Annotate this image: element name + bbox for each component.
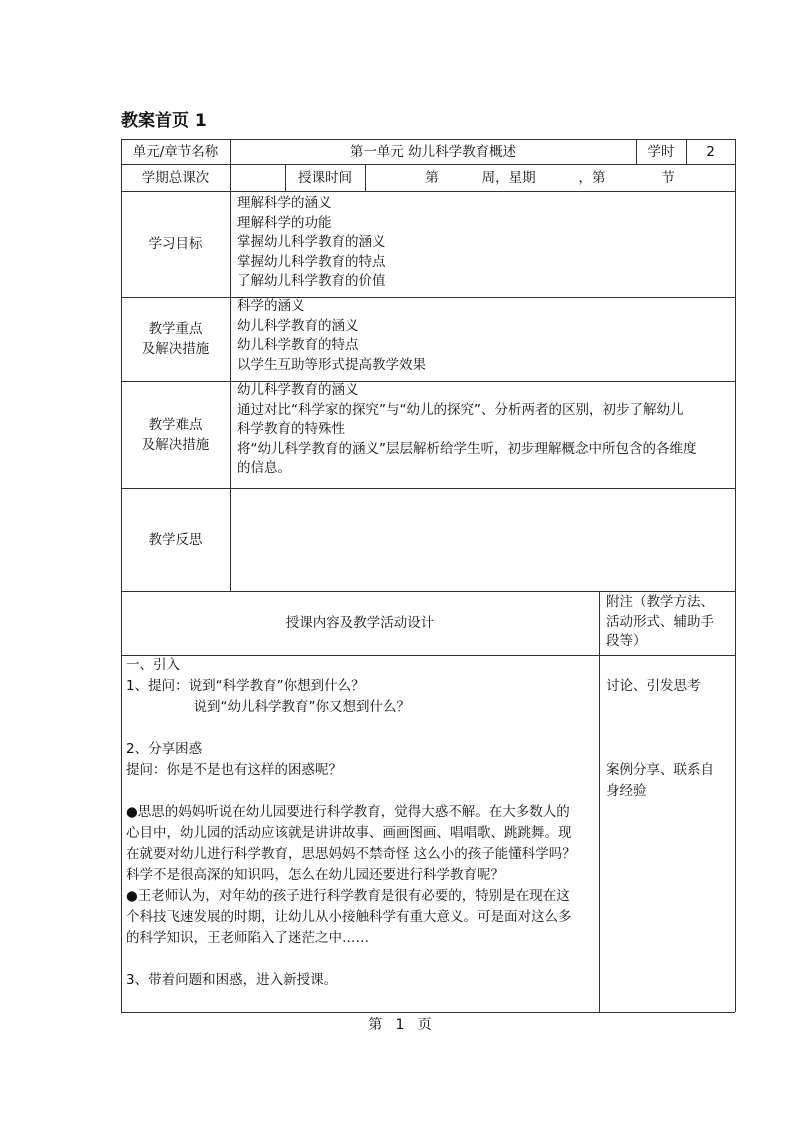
content-line: 提问：你是不是也有这样的困惑呢？ (126, 762, 342, 778)
design-notes (606, 676, 714, 802)
difficulty-item: 通过对比“科学家的探究”与“幼儿的探究”、分析两者的区别，初步了解幼儿 (237, 401, 684, 418)
note-line (606, 697, 714, 718)
content-line (126, 781, 576, 802)
key-point-item: 幼儿科学教育的涵义 (237, 317, 359, 334)
objective-item: 掌握幼儿科学教育的涵义 (237, 234, 386, 250)
difficulties-list (237, 381, 697, 479)
key-points-list (237, 297, 426, 375)
content-line: ●思思的妈妈听说在幼儿园要进行科学教育，觉得大惑不解。在大多数人的 (126, 804, 570, 820)
difficulties-label: 教学难点 及解决措施 (141, 416, 210, 453)
content-line: ●王老师认为，对年幼的孩子进行科学教育是很有必要的，特别是在现在这 (126, 888, 570, 904)
hours-label: 学时 (647, 143, 675, 160)
content-line: 1、提问：说到“科学教育”你想到什么？ (126, 678, 365, 694)
content-line: 的科学知识，王老师陷入了迷茫之中…… (126, 930, 369, 946)
note-line: 身经验 (606, 783, 647, 799)
content-line: 个科技飞速发展的时期，让幼儿从小接触科学有重大意义。可是面对这么多 (126, 909, 572, 925)
content-line: 3、带着问题和困惑，进入新授课。 (126, 972, 338, 988)
difficulty-item: 科学教育的特殊性 (237, 421, 345, 437)
objective-item: 掌握幼儿科学教育的特点 (237, 253, 386, 270)
key-point-item: 科学的涵义 (237, 298, 305, 314)
key-points-label: 教学重点 及解决措施 (141, 321, 210, 357)
note-line (606, 718, 714, 739)
objective-item: 理解科学的涵义 (237, 195, 332, 211)
reflection-field[interactable] (231, 489, 734, 590)
objectives-list (237, 194, 386, 292)
objective-item: 了解幼儿科学教育的价值 (237, 273, 386, 289)
class-time-value[interactable]: 第 周，星期 ，第 节 (425, 169, 675, 186)
term-lessons-value[interactable] (230, 164, 285, 191)
page-title: 教案首页 1 (121, 111, 207, 131)
difficulty-item: 的信息。 (237, 460, 291, 476)
difficulty-item: 幼儿科学教育的涵义 (237, 382, 359, 398)
unit-label: 单元/章节名称 (132, 143, 219, 160)
page-number: 第 1 页 (368, 1017, 432, 1033)
design-header: 授课内容及教学活动设计 (285, 615, 435, 631)
reflection-label: 教学反思 (148, 531, 203, 548)
objective-item: 理解科学的功能 (237, 214, 332, 231)
design-content (126, 655, 576, 991)
key-point-item: 以学生互助等形式提高教学效果 (237, 356, 426, 373)
term-lessons-label: 学期总课次 (141, 169, 210, 186)
content-line (126, 949, 576, 970)
note-line: 案例分享、联系自 (606, 762, 714, 778)
difficulty-item: 将“幼儿科学教育的涵义”层层解析给学生听，初步理解概念中所包含的各维度 (237, 440, 697, 457)
note-line (606, 739, 714, 760)
content-line: 一、引入 (126, 657, 180, 673)
content-line: 2、分享困惑 (126, 741, 203, 757)
objectives-label: 学习目标 (148, 236, 203, 252)
content-line (126, 718, 576, 739)
notes-header: 附注（教学方法、 活动形式、辅助手 段等） (606, 594, 714, 649)
content-line: 说到“幼儿科学教育”你又想到什么？ (126, 699, 410, 715)
key-point-item: 幼儿科学教育的特点 (237, 337, 359, 353)
note-line: 讨论、引发思考 (606, 678, 701, 694)
content-line: 在就要对幼儿进行科学教育，思思妈妈不禁奇怪 这么小的孩子能懂科学吗？ (126, 846, 576, 862)
unit-value[interactable]: 第一单元 幼儿科学教育概述 (349, 143, 517, 160)
class-time-label: 授课时间 (298, 169, 352, 186)
content-line: 心目中，幼儿园的活动应该就是讲讲故事、画画图画、唱唱歌、跳跳舞。现 (126, 825, 572, 841)
content-line: 科学不是很高深的知识吗，怎么在幼儿园还要进行科学教育呢？ (126, 867, 504, 883)
hours-value[interactable]: 2 (706, 143, 715, 160)
